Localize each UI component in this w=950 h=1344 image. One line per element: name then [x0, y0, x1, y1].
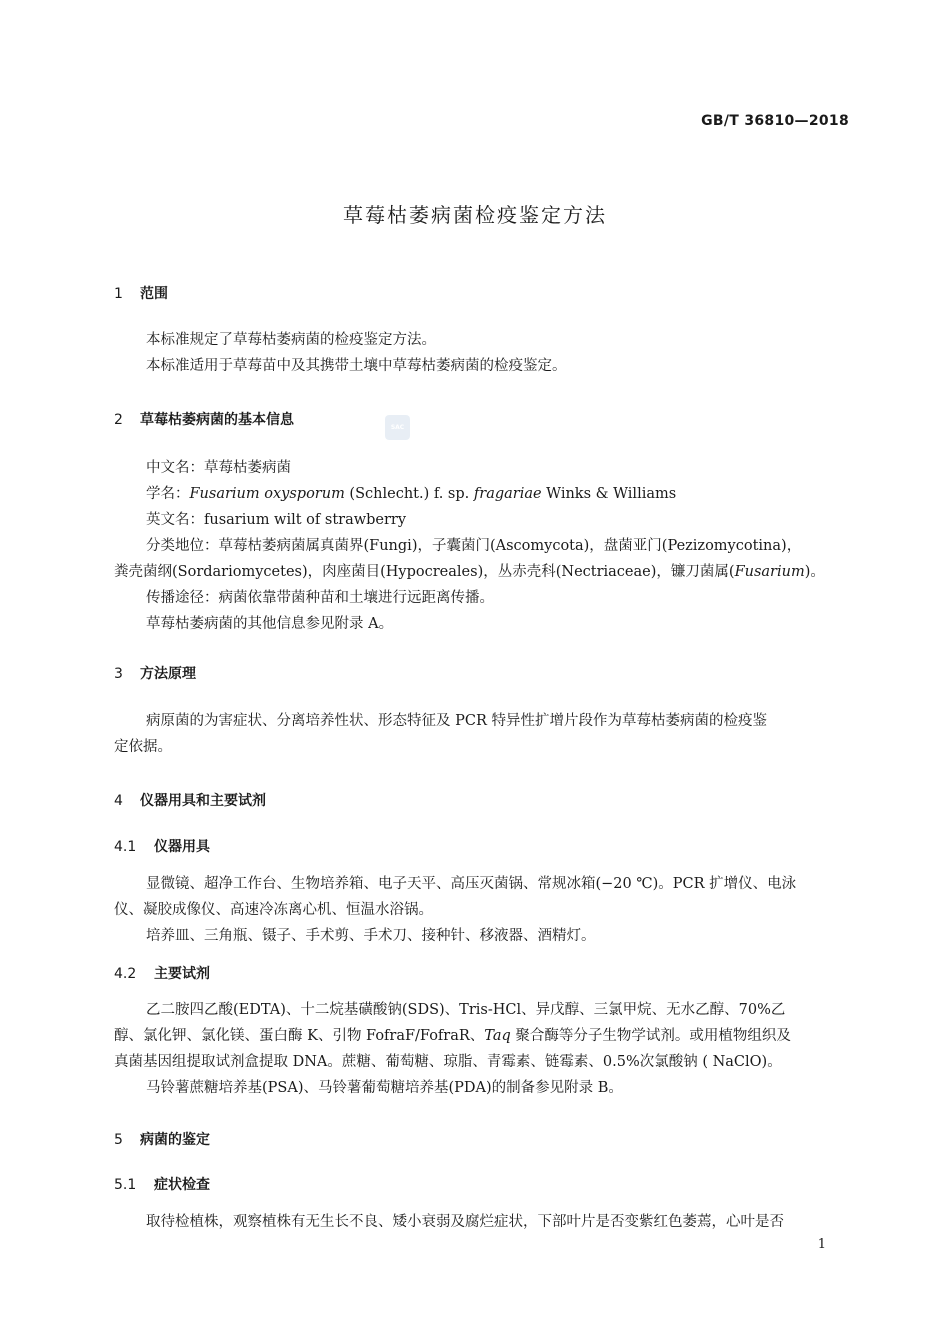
- reagent-text: 醇、氯化钾、氯化镁、蛋白酶 K、引物 FofraF/FofraR、: [114, 1028, 485, 1044]
- subsection-title: 症状检查: [154, 1177, 210, 1193]
- english-name: 英文名：fusarium wilt of strawberry: [146, 512, 407, 528]
- paragraph: 培养皿、三角瓶、镊子、手术剪、手术刀、接种针、移液器、酒精灯。: [146, 928, 596, 944]
- section-number: 3: [114, 666, 123, 682]
- standard-code: GB/T 36810—2018: [701, 113, 849, 129]
- scientific-name-forma: fragariae: [473, 486, 542, 502]
- taxonomy-text: 粪壳菌纲(Sordariomycetes)，肉座菌目(Hypocreales)，丛赤壳科(Nectriaceae)，镰刀菌属(: [114, 564, 735, 580]
- taxonomy-text-end: )。: [804, 564, 825, 580]
- paragraph: 病原菌的为害症状、分离培养性状、形态特征及 PCR 特异性扩增片段作为草莓枯萎病菌的检疫鉴: [146, 713, 767, 729]
- section-4-2-heading: [114, 963, 210, 983]
- scientific-name-prefix: 学名：: [146, 486, 190, 502]
- scientific-name-genus: Fusarium oxysporum: [189, 486, 345, 502]
- page-number: 1: [817, 1237, 826, 1252]
- paragraph: [114, 1023, 850, 1049]
- taxonomy-line-2: [114, 559, 850, 585]
- paragraph: 真菌基因组提取试剂盒提取 DNA。蔗糖、葡萄糖、琼脂、青霉素、链霉素、0.5%次氯酸钠 ( NaClO)。: [114, 1054, 782, 1070]
- subsection-number: 5.1: [114, 1177, 137, 1193]
- taxonomy-line-1: 分类地位：草莓枯萎病菌属真菌界(Fungi)，子囊菌门(Ascomycota)，盘菌亚门(Pezizomycotina)，: [146, 538, 802, 554]
- chinese-name: 中文名：草莓枯萎病菌: [146, 460, 291, 476]
- taxonomy-genus: Fusarium: [734, 564, 805, 580]
- section-4-1-heading: [114, 836, 210, 856]
- scientific-name-suffix: Winks & Williams: [541, 486, 677, 502]
- paragraph: 仪、凝胶成像仪、高速冷冻离心机、恒温水浴锅。: [114, 902, 433, 918]
- section-3-heading: [114, 663, 196, 683]
- watermark-logo: [385, 415, 410, 440]
- subsection-title: 仪器用具: [154, 839, 210, 855]
- subsection-title: 主要试剂: [154, 966, 210, 982]
- section-title: 范围: [140, 286, 168, 302]
- subsection-number: 4.2: [114, 966, 137, 982]
- other-info: 草莓枯萎病菌的其他信息参见附录 A。: [146, 616, 394, 632]
- paragraph: 本标准规定了草莓枯萎病菌的检疫鉴定方法。: [146, 332, 436, 348]
- section-number: 5: [114, 1132, 123, 1148]
- section-4-heading: [114, 790, 266, 810]
- section-title: 仪器用具和主要试剂: [140, 793, 266, 809]
- paragraph: 定依据。: [114, 739, 172, 755]
- section-title: 病菌的鉴定: [140, 1132, 210, 1148]
- section-number: 2: [114, 412, 123, 428]
- section-5-1-heading: [114, 1174, 210, 1194]
- section-1-heading: [114, 283, 168, 303]
- section-title: 方法原理: [140, 666, 196, 682]
- watermark-text: SAC: [390, 424, 405, 431]
- paragraph: 本标准适用于草莓苗中及其携带土壤中草莓枯萎病菌的检疫鉴定。: [146, 358, 567, 374]
- paragraph: 显微镜、超净工作台、生物培养箱、电子天平、高压灭菌锅、常规冰箱(−20 ℃)。PCR 扩增仪、电泳: [146, 876, 797, 892]
- document-title: 草莓枯萎病菌检疫鉴定方法: [343, 203, 607, 227]
- scientific-name-author: (Schlecht.) f. sp.: [344, 486, 474, 502]
- transmission-route: 传播途径：病菌依靠带菌种苗和土壤进行远距离传播。: [146, 590, 494, 606]
- scientific-name: [146, 481, 850, 507]
- paragraph: 取待检植株，观察植株有无生长不良、矮小衰弱及腐烂症状，下部叶片是否变紫红色萎蔫，心叶是否: [146, 1214, 784, 1230]
- section-number: 1: [114, 286, 123, 302]
- paragraph: 马铃薯蔗糖培养基(PSA)、马铃薯葡萄糖培养基(PDA)的制备参见附录 B。: [146, 1080, 623, 1096]
- section-number: 4: [114, 793, 123, 809]
- paragraph: 乙二胺四乙酸(EDTA)、十二烷基磺酸钠(SDS)、Tris-HCl、异戊醇、三氯甲烷、无水乙醇、70%乙: [146, 1002, 786, 1018]
- subsection-number: 4.1: [114, 839, 137, 855]
- section-title: 草莓枯萎病菌的基本信息: [140, 412, 294, 428]
- section-2-heading: [114, 409, 294, 429]
- reagent-taq: Taq: [484, 1028, 511, 1044]
- section-5-heading: [114, 1129, 210, 1149]
- reagent-text-end: 聚合酶等分子生物学试剂。或用植物组织及: [510, 1028, 791, 1044]
